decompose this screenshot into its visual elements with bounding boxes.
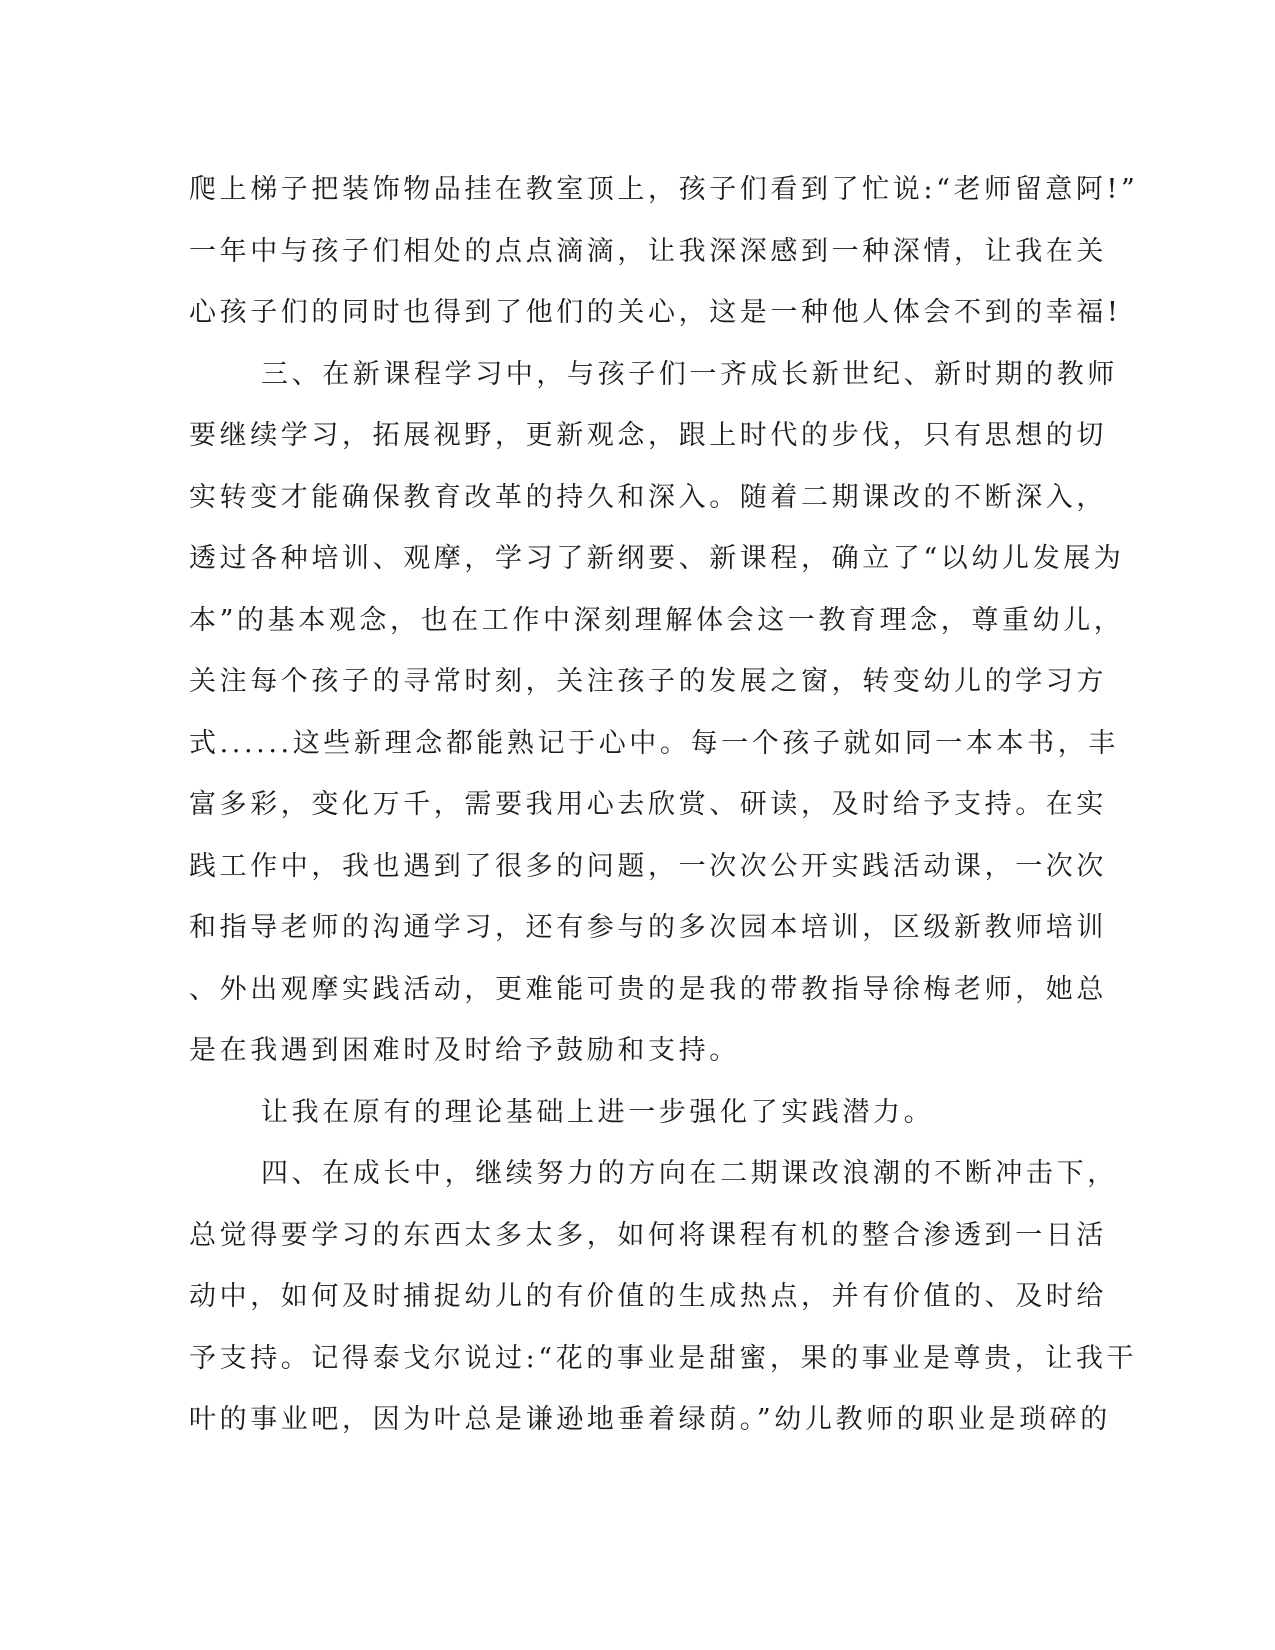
text-line: 总觉得要学习的东西太多太多，如何将课程有机的整合渗透到一日活 (189, 1219, 1107, 1251)
text-line: 式......这些新理念都能熟记于心中。每一个孩子就如同一本本书，丰 (189, 727, 1119, 759)
text-line: 心孩子们的同时也得到了他们的关心，这是一种他人体会不到的幸福! (189, 297, 1122, 328)
text-line: 是在我遇到困难时及时给予鼓励和支持。 (189, 1035, 740, 1066)
body-text (189, 159, 1139, 1451)
text-line: 实转变才能确保教育改革的持久和深入。随着二期课改的不断深入， (189, 481, 1107, 513)
text-line: 和指导老师的沟通学习，还有参与的多次园本培训，区级新教师培训 (189, 912, 1107, 943)
paragraph-start-line: 四、在成长中，继续努力的方向在二期课改浪潮的不断冲击下， (261, 1158, 1118, 1189)
text-line: 一年中与孩子们相处的点点滴滴，让我深深感到一种深情，让我在关 (189, 235, 1107, 267)
text-line: 要继续学习，拓展视野，更新观念，跟上时代的步伐，只有思想的切 (189, 420, 1107, 451)
text-line: 动中，如何及时捕捉幼儿的有价值的生成热点，并有价值的、及时给 (189, 1281, 1107, 1312)
paragraph-start-line: 让我在原有的理论基础上进一步强化了实践潜力。 (261, 1096, 935, 1128)
text-line: 富多彩，变化万千，需要我用心去欣赏、研读，及时给予支持。在实 (189, 789, 1107, 820)
text-line: 本”的基本观念，也在工作中深刻理解体会这一教育理念，尊重幼儿， (189, 604, 1125, 636)
text-line: 关注每个孩子的寻常时刻，关注孩子的发展之窗，转变幼儿的学习方 (189, 666, 1107, 697)
text-line: 透过各种培训、观摩，学习了新纲要、新课程，确立了“以幼儿发展为 (189, 543, 1125, 574)
text-line: 、外出观摩实践活动，更难能可贵的是我的带教指导徐梅老师，她总 (189, 973, 1107, 1005)
text-line: 叶的事业吧，因为叶总是谦逊地垂着绿荫。”幼儿教师的职业是琐碎的 (189, 1404, 1111, 1435)
text-line: 践工作中，我也遇到了很多的问题，一次次公开实践活动课，一次次 (189, 850, 1107, 882)
text-line: 爬上梯子把装饰物品挂在教室顶上，孩子们看到了忙说:“老师留意阿!” (189, 174, 1139, 205)
text-line: 予支持。记得泰戈尔说过:“花的事业是甜蜜，果的事业是尊贵，让我干 (189, 1342, 1138, 1374)
paragraph-start-line: 三、在新课程学习中，与孩子们一齐成长新世纪、新时期的教师 (261, 358, 1118, 390)
